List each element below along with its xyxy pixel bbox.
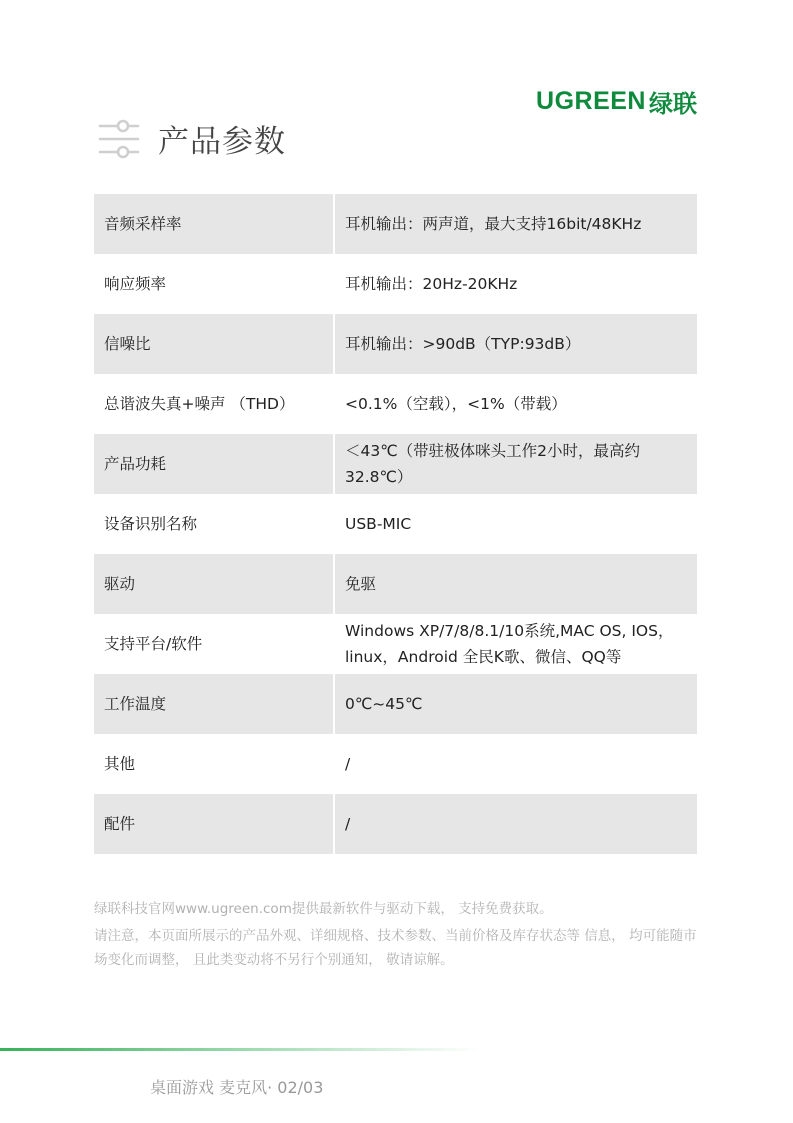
notes bbox=[94, 897, 704, 972]
spec-key: 设备识别名称 bbox=[104, 515, 198, 533]
table-row bbox=[94, 554, 697, 614]
spec-value: 耳机输出：>90dB（TYP:93dB） bbox=[334, 314, 697, 374]
table-row bbox=[94, 614, 697, 674]
table-row bbox=[94, 254, 697, 314]
spec-value: / bbox=[334, 794, 697, 854]
spec-value: 耳机输出：两声道，最大支持16bit/48KHz bbox=[334, 194, 697, 254]
spec-key: 总谐波失真+噪声 （THD） bbox=[104, 395, 295, 413]
spec-key: 驱动 bbox=[94, 554, 334, 614]
spec-table bbox=[94, 194, 697, 854]
spec-key: 响应频率 bbox=[104, 275, 167, 293]
page-footer: 桌面游戏 麦克风· 02/03 bbox=[150, 1078, 324, 1097]
footer-divider bbox=[0, 1048, 480, 1051]
spec-key: 配件 bbox=[94, 794, 334, 854]
table-row bbox=[94, 374, 697, 434]
page-title: 产品参数 bbox=[158, 124, 286, 160]
table-row bbox=[94, 314, 697, 374]
download-note: 绿联科技官网www.ugreen.com提供最新软件与驱动下载， 支持免费获取。 bbox=[94, 901, 553, 917]
spec-key: 其他 bbox=[104, 755, 136, 773]
spec-key: 支持平台/软件 bbox=[104, 635, 203, 653]
table-row bbox=[94, 434, 697, 494]
sliders-icon bbox=[98, 117, 140, 161]
table-row bbox=[94, 194, 697, 254]
spec-value: 0℃~45℃ bbox=[334, 674, 697, 734]
spec-key: 信噪比 bbox=[94, 314, 334, 374]
brand-name-cn: 绿联 bbox=[649, 90, 697, 118]
table-row bbox=[94, 734, 697, 794]
spec-key: 产品功耗 bbox=[94, 434, 334, 494]
spec-value: 免驱 bbox=[334, 554, 697, 614]
table-row bbox=[94, 794, 697, 854]
spec-value: Windows XP/7/8/8.1/10系统,MAC OS, IOS，linux，Android 全民K歌、微信、QQ等 bbox=[334, 614, 697, 674]
spec-value: ＜43℃（带驻极体咪头工作2小时，最高约32.8℃） bbox=[334, 434, 697, 494]
table-row bbox=[94, 674, 697, 734]
table-row bbox=[94, 494, 697, 554]
brand-logo bbox=[536, 84, 697, 119]
disclaimer-note: 请注意，本页面所展示的产品外观、详细规格、技术参数、当前价格及库存状态等 信息， 均可能随市场变化而调整， 且此类变动将不另行个别通知， 敬请谅解。 bbox=[94, 928, 697, 968]
spec-value: <0.1%（空载），<1%（带载） bbox=[334, 374, 697, 434]
spec-key: 音频采样率 bbox=[94, 194, 334, 254]
spec-value: 耳机输出：20Hz-20KHz bbox=[334, 254, 697, 314]
spec-key: 工作温度 bbox=[94, 674, 334, 734]
spec-value: / bbox=[334, 734, 697, 794]
spec-value: USB-MIC bbox=[334, 494, 697, 554]
section-header bbox=[98, 116, 286, 161]
brand-name-en: UGREEN bbox=[536, 87, 646, 115]
